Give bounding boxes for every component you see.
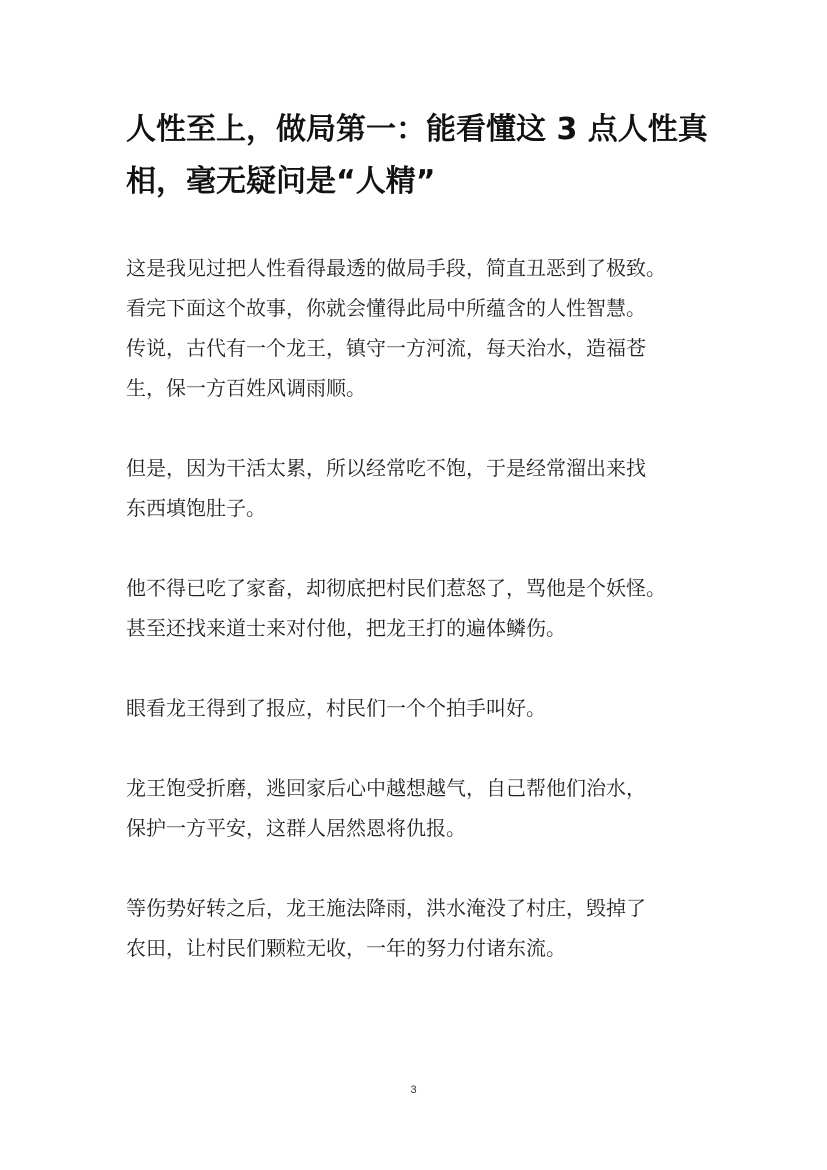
paragraph-3 bbox=[126, 568, 726, 648]
paragraph-gap bbox=[126, 728, 726, 768]
text-line: 这是我见过把人性看得最透的做局手段，简直丑恶到了极致。 bbox=[126, 256, 666, 280]
paragraph-gap bbox=[126, 408, 726, 448]
paragraph-gap bbox=[126, 648, 726, 688]
title-line: 人性至上，做局第一：能看懂这 3 点人性真 bbox=[126, 112, 708, 147]
text-line: 龙王饱受折磨，逃回家后心中越想越气，自己帮他们治水， bbox=[126, 776, 646, 800]
paragraph-6 bbox=[126, 888, 726, 968]
paragraph-1 bbox=[126, 248, 726, 408]
paragraph-gap bbox=[126, 848, 726, 888]
page-number: 3 bbox=[410, 1084, 417, 1096]
article-body bbox=[126, 248, 726, 968]
text-line: 农田，让村民们颗粒无收，一年的努力付诸东流。 bbox=[126, 936, 566, 960]
text-line: 保护一方平安，这群人居然恩将仇报。 bbox=[126, 816, 466, 840]
text-line: 生，保一方百姓风调雨顺。 bbox=[126, 376, 366, 400]
text-line: 甚至还找来道士来对付他，把龙王打的遍体鳞伤。 bbox=[126, 616, 566, 640]
paragraph-2 bbox=[126, 448, 726, 528]
text-line: 东西填饱肚子。 bbox=[126, 496, 266, 520]
paragraph-5 bbox=[126, 768, 726, 848]
text-line: 眼看龙王得到了报应，村民们一个个拍手叫好。 bbox=[126, 696, 546, 720]
paragraph-4 bbox=[126, 688, 726, 728]
text-line: 等伤势好转之后，龙王施法降雨，洪水淹没了村庄，毁掉了 bbox=[126, 896, 646, 920]
text-line: 他不得已吃了家畜，却彻底把村民们惹怒了，骂他是个妖怪。 bbox=[126, 576, 666, 600]
title-line: 相，毫无疑问是“人精” bbox=[126, 164, 436, 199]
text-line: 传说，古代有一个龙王，镇守一方河流，每天治水，造福苍 bbox=[126, 336, 646, 360]
text-line: 但是，因为干活太累，所以经常吃不饱，于是经常溜出来找 bbox=[126, 456, 646, 480]
article-title bbox=[126, 104, 726, 208]
text-line: 看完下面这个故事，你就会懂得此局中所蕴含的人性智慧。 bbox=[126, 296, 646, 320]
paragraph-gap bbox=[126, 528, 726, 568]
